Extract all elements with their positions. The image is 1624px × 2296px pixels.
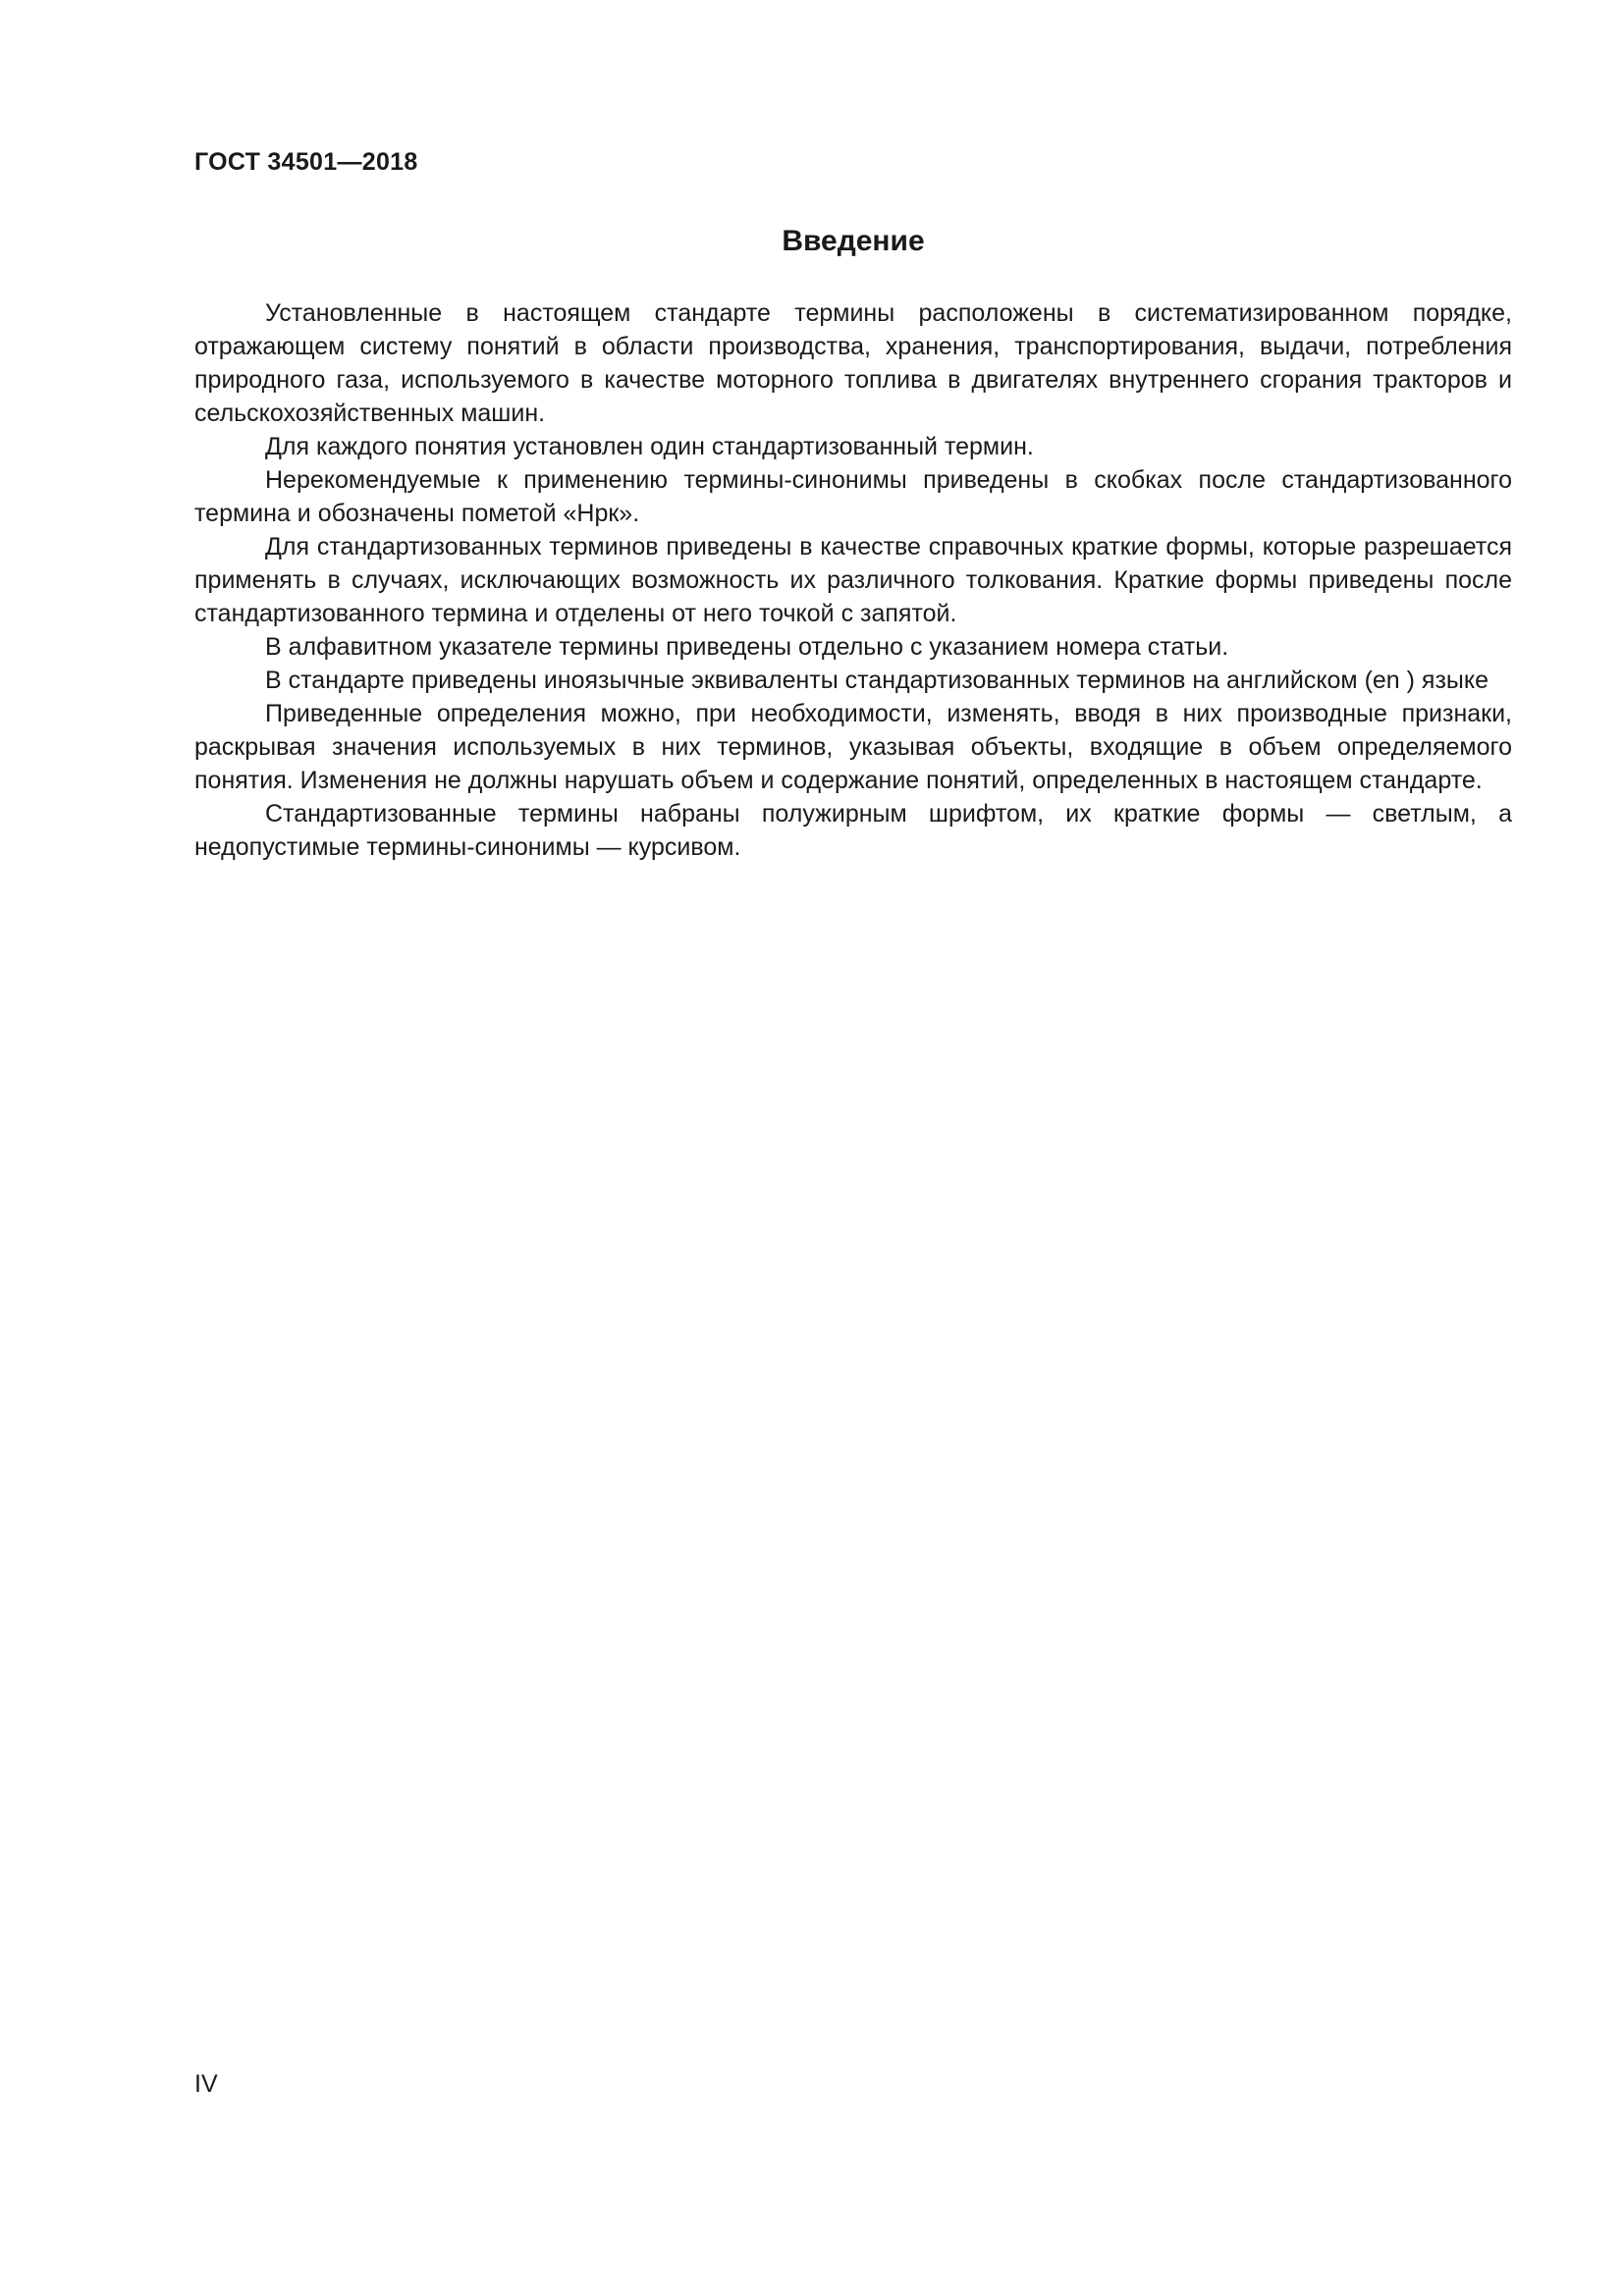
section-title: Введение — [782, 225, 925, 257]
paragraph: Установленные в настоящем стандарте термины расположены в систематизированном порядке, отражающем систему понятий в области производства, хранения, транспортирования, выдачи, потребления природного газа, используемого в качестве моторного топлива в двигателях внутреннего сгорания тракторов и сельскохозяйственных машин. — [194, 299, 1512, 427]
paragraph: Нерекомендуемые к применению термины-синонимы приведены в скобках после стандартизованного термина и обозначены пометой «Нрк». — [194, 466, 1512, 527]
section-body — [194, 296, 1512, 864]
paragraph: Приведенные определения можно, при необходимости, изменять, вводя в них производные признаки, раскрывая значения используемых в них терминов, указывая объекты, входящие в объем определяемого понятия. Изменения не должны нарушать объем и содержание понятий, определенных в настоящем стандарте. — [194, 700, 1512, 794]
page-number: IV — [194, 2070, 218, 2098]
paragraph: Стандартизованные термины набраны полужирным шрифтом, их краткие формы — светлым, а недопустимые термины-синонимы — курсивом. — [194, 800, 1512, 861]
paragraph: В алфавитном указателе термины приведены отдельно с указанием номера статьи. — [265, 633, 1229, 661]
paragraph: В стандарте приведены иноязычные эквиваленты стандартизованных терминов на английском (en ) языке — [265, 667, 1489, 694]
paragraph: Для каждого понятия установлен один стандартизованный термин. — [265, 433, 1034, 460]
document-code: ГОСТ 34501—2018 — [194, 148, 418, 176]
paragraph: Для стандартизованных терминов приведены в качестве справочных краткие формы, которые разрешается применять в случаях, исключающих возможность их различного толкования. Краткие формы приведены после стандартизованного термина и отделены от него точкой с запятой. — [194, 533, 1512, 627]
